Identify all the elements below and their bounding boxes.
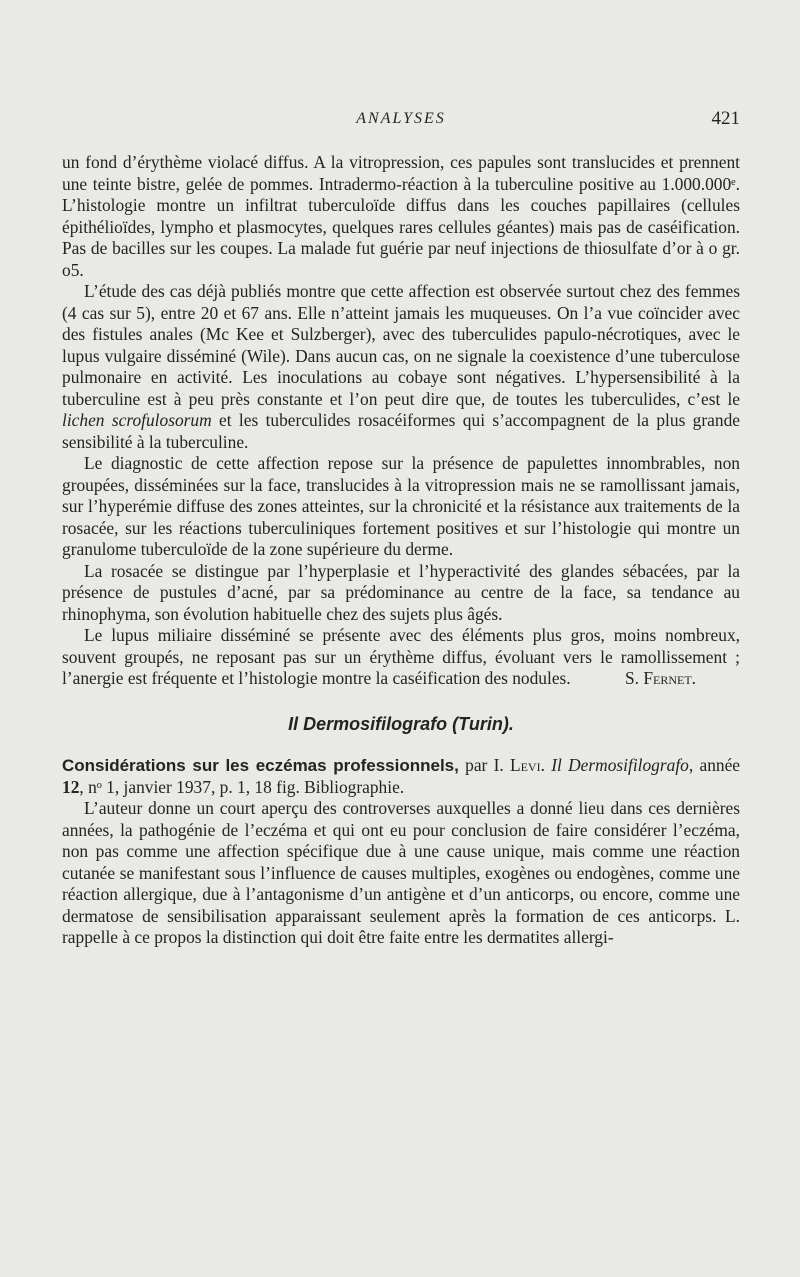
article-author: Levi: [509, 755, 541, 775]
paragraph-case-review-text-b: et les tuberculides rosacéiformes qui s’accompagnent de la plus grande sensibilité à la tuberculine.: [62, 410, 740, 452]
article-volume: 12: [62, 776, 80, 797]
article-by: par I.: [458, 755, 510, 775]
running-title: ANALYSES: [356, 110, 446, 127]
journal-heading: Il Dermosifilografo (Turin).: [288, 713, 514, 734]
article-details: , nᵒ 1, janvier 1937, p. 1, 18 fig. Bibliographie.: [79, 776, 405, 797]
lichen-term: lichen scrofulosorum: [62, 410, 212, 430]
page-number: 421: [711, 108, 740, 129]
paragraph-continuation: un fond d’érythème violacé diffus. A la vitropression, ces papules sont translucides et prennent une teinte bistre, gelée de pommes. Intradermo-réaction à la tuberculine positive au 1.000.000ᵉ. L’histologie montre un infiltrat tuberculoïde diffus dans les couches papillaires (cellules épithélioïdes, lympho et plasmocytes, quelques rares cellules géantes) mais pas de caséification. Pas de bacilles sur les coupes. La malade fut guérie par neuf injections de thiosulfate d’or à o gr. o5.: [62, 152, 740, 280]
article-year-pre: , année: [688, 755, 741, 775]
paragraph-diagnosis: Le diagnostic de cette affection repose sur la présence de papulettes innombrables, non groupées, disséminées sur la face, translucides à la vitropression mais ne se ramollissant jamais, sur l’hyperémie diffuse des zones atteintes, sur la chronicité et la résistance aux traitements de la rosacée, sur les réactions tuberculiniques fortement positives et sur l’histologie qui montre un granulome tuberculoïde de la zone supérieure du derme.: [62, 453, 740, 559]
paragraph-case-review-text-a: L’étude des cas déjà publiés montre que cette affection est observée surtout chez des femmes (4 cas sur 5), entre 20 et 67 ans. Elle n’atteint jamais les muqueuses. On l’a vue coïncider avec des fistules anales (Mc Kee et Sulzberger), avec des tuberculides papulo-nécrotiques, avec le lupus vulgaire disséminé (Wile). Dans aucun cas, on ne signale la coexistence d’une tuberculose pulmonaire en activité. Les inoculations au cobaye sont négatives. L’hypersensibilité à la tuberculine est à peu près constante et l’on peut dire que, de toutes les tuberculides, c’est le: [62, 281, 740, 409]
paragraph-rosacea: La rosacée se distingue par l’hyperplasie et l’hyperactivité des glandes sébacées, par la présence de pustules d’acné, par sa prédominance au centre de la face, sa tendance au rhinophyma, son évolution habituelle chez des sujets plus âgés.: [62, 560, 740, 624]
paragraph-case-review: [62, 281, 740, 453]
page-header: [62, 108, 740, 134]
signature: S. Fernet.: [624, 668, 696, 688]
paragraph-lupus-text: Le lupus miliaire disséminé se présente avec des éléments plus gros, moins nombreux, souvent groupés, ne reposant pas sur un érythème diffus, évoluant vers le ramollissement ; l’anergie est fréquente et l’histologie montre la caséification des nodules.: [62, 625, 740, 688]
article-dot: .: [540, 755, 552, 775]
page-body: [62, 152, 740, 949]
article-title: Considérations sur les eczémas professionnels,: [62, 756, 459, 775]
paragraph-summary: L’auteur donne un court aperçu des controverses auxquelles a donné lieu dans ces dernières années, la pathogénie de l’eczéma et qui ont eu pour conclusion de faire considérer l’eczéma, non pas comme une affection spécifique due à une cause unique, mais comme une réaction cutanée se manifestant sous l’influence de causes multiples, exogènes ou endogènes, comme une réaction allergique, due à l’antagonisme d’un antigène et d’un anticorps, ou encore, comme une dermatose de sensibilisation apparaissant seulement après la formation de ces anticorps. L. rappelle à ce propos la distinction qui doit être faite entre les dermatites allergi-: [62, 798, 740, 947]
paragraph-lupus: [62, 625, 740, 690]
article-citation: [62, 755, 740, 798]
article-journal: Il Dermosifilografo: [551, 755, 689, 775]
